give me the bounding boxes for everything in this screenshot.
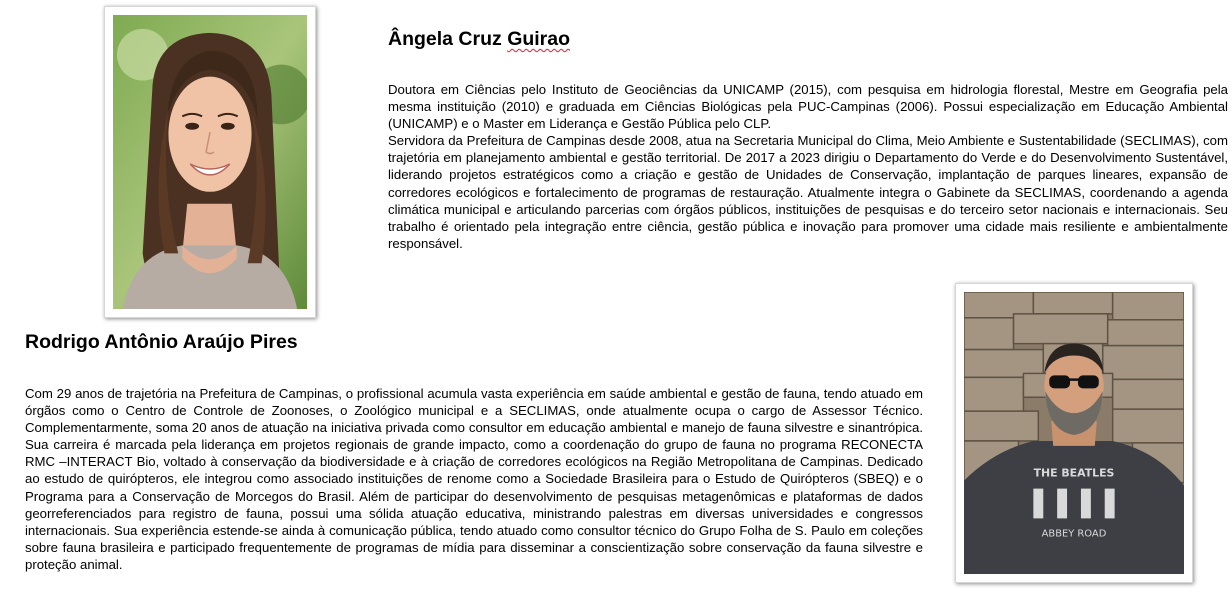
portrait-image [113, 15, 307, 309]
profile-bio-angela [388, 81, 1228, 252]
portrait-image [964, 292, 1184, 574]
bio-paragraph: Com 29 anos de trajetória na Prefeitura de Campinas, o profissional acumula vasta experiência em saúde ambiental e gestão de fauna, tendo atuado em órgãos como o Centro de Controle de Zoonoses, o Zoológico municipal e a SECLIMAS, onde atualmente ocupa o cargo de Assessor Técnico. Complementarmente, soma 20 anos de atuação na iniciativa privada como consultor em educação ambiental e manejo de fauna silvestre e sinantrópica. Sua carreira é marcada pela liderança em projetos regionais de grande impacto, como a coordenação do grupo de fauna no programa RECONECTA RMC –INTERACT Bio, voltado à conservação da biodiversidade e à criação de corredores ecológicos na Região Metropolitana de Campinas. Dedicado ao estudo de quirópteros, ele integrou como associado instituições de renome como a Sociedade Brasileira para o Estudo de Quirópteros (SBEQ) e o Programa para a Conservação de Morcegos do Brasil. Além de participar do desenvolvimento de pesquisas metagenômicas e plataformas de dados georreferenciados para registro de fauna, possui uma sólida atuação educativa, ministrando palestras em diversas universidades e congressos internacionais. Sua experiência estende-se ainda à comunicação pública, tendo atuado como consultor técnico do Grupo Folha de S. Paulo em coleções sobre fauna brasileira e participado frequentemente de programas de mídia para disseminar a conscientização sobre conservação da fauna silvestre e proteção animal. [25, 386, 923, 572]
name-first-part: Ângela Cruz [388, 28, 508, 50]
profile-photo-rodrigo [955, 283, 1193, 583]
shirt-text-bottom: ABBEY ROAD [1041, 528, 1107, 540]
name-last-part-spellcheck: Guirao [507, 28, 571, 50]
shirt-text-top: THE BEATLES [1033, 466, 1115, 480]
profile-bio-rodrigo [25, 385, 923, 573]
profile-name-rodrigo: Rodrigo Antônio Araújo Pires [25, 331, 298, 353]
bio-paragraph: Doutora em Ciências pelo Instituto de Geociências da UNICAMP (2015), com pesquisa em hidrologia florestal, Mestre em Geografia pela mesma instituição (2010) e graduada em Ciências Biológicas pela PUC-Campinas (2006). Possui especialização em Educação Ambiental (UNICAMP) e o Master em Liderança e Gestão Pública pelo CLP. [388, 82, 1228, 132]
bio-paragraph: Servidora da Prefeitura de Campinas desde 2008, atua na Secretaria Municipal do Clima, Meio Ambiente e Sustentabilidade (SECLIMAS), com trajetória em planejamento ambiental e gestão territorial. De 2017 a 2023 dirigiu o Departamento do Verde e do Desenvolvimento Sustentável, liderando projetos estratégicos como a criação e gestão de Unidades de Conservação, implantação de parques lineares, expansão de corredores ecológicos e fortalecimento de programas de restauração. Atualmente integra o Gabinete da SECLIMAS, coordenando a agenda climática municipal e articulando parcerias com órgãos públicos, instituições de pesquisas e do terceiro setor nacionais e internacionais. Seu trabalho é orientado pela integração entre ciência, gestão pública e inovação para promover uma cidade mais resiliente e ambientalmente responsável. [388, 133, 1228, 251]
profile-name-angela [388, 28, 570, 51]
profile-photo-angela [104, 6, 316, 318]
